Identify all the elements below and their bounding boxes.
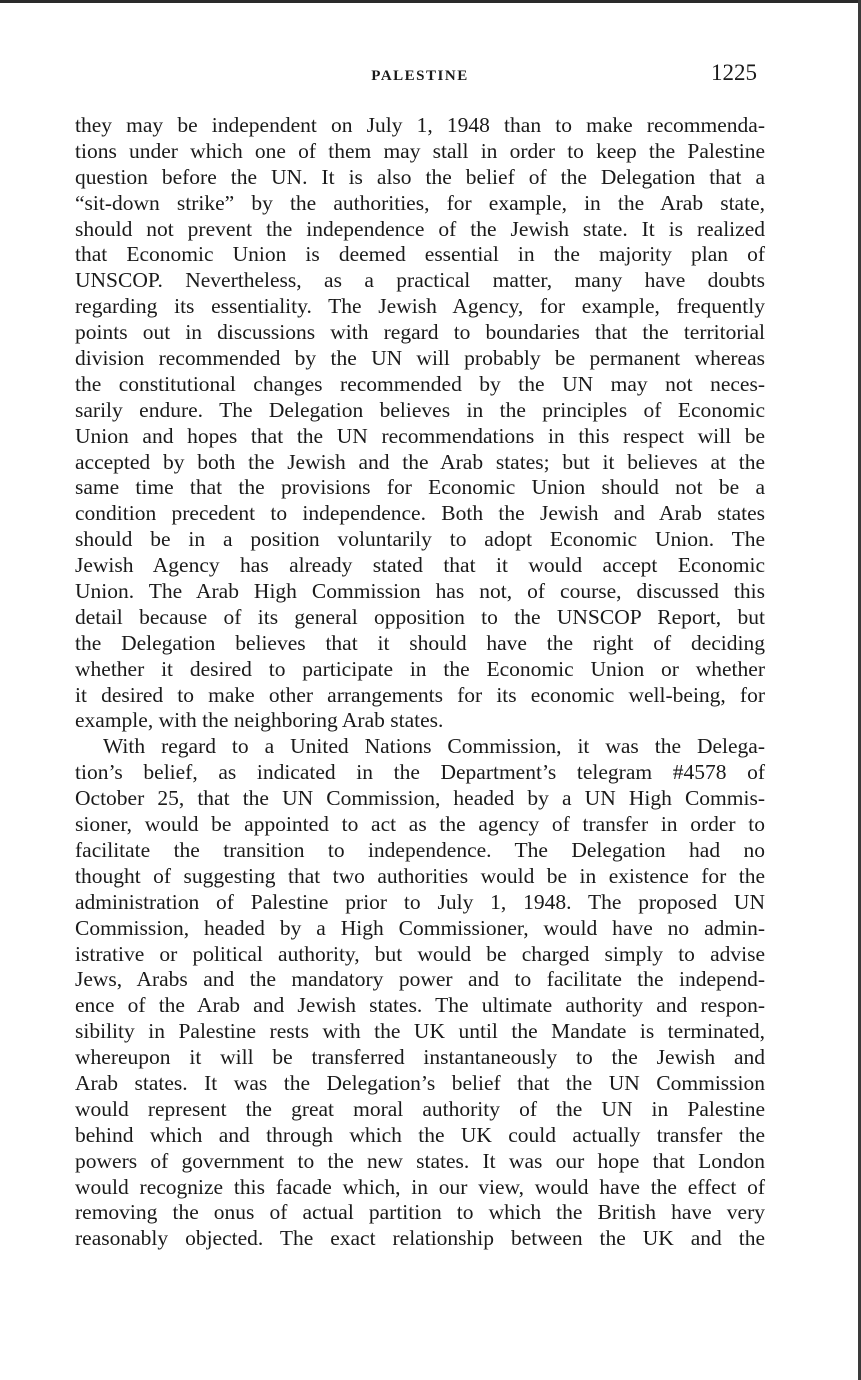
text-line: regarding its essentiality. The Jewish Agency, for example, frequently [75, 294, 765, 319]
text-line: Union. The Arab High Commission has not, of course, discussed this [75, 579, 765, 604]
text-body [75, 113, 765, 1252]
text-line: tion’s belief, as indicated in the Department’s telegram #4578 of [75, 760, 765, 785]
text-line: question before the UN. It is also the belief of the Delegation that a [75, 164, 765, 189]
text-line: powers of government to the new states. It was our hope that London [75, 1148, 765, 1173]
text-line: they may be independent on July 1, 1948 than to make recommenda- [75, 113, 765, 137]
text-line: division recommended by the UN will probably be permanent whereas [75, 346, 765, 371]
text-line: behind which and through which the UK could actually transfer the [75, 1122, 765, 1147]
text-line: With regard to a United Nations Commission, it was the Delega- [103, 734, 765, 759]
text-line: reasonably objected. The exact relationship between the UK and the [75, 1226, 765, 1251]
text-line: it desired to make other arrangements for its economic well-being, for [75, 682, 765, 707]
text-line: same time that the provisions for Economic Union should not be a [75, 475, 765, 500]
text-line: sioner, would be appointed to act as the agency of transfer in order to [75, 812, 765, 837]
text-line: UNSCOP. Nevertheless, as a practical matter, many have doubts [75, 268, 765, 293]
text-line: Union and hopes that the UN recommendations in this respect will be [75, 423, 765, 448]
text-line: sarily endure. The Delegation believes in the principles of Economic [75, 397, 765, 422]
text-line: Jews, Arabs and the mandatory power and to facilitate the independ- [75, 967, 765, 992]
text-line: would recognize this facade which, in our view, would have the effect of [75, 1174, 765, 1199]
text-line: should not prevent the independence of the Jewish state. It is realized [75, 216, 765, 241]
text-line: facilitate the transition to independence. The Delegation had no [75, 837, 765, 862]
text-line: ence of the Arab and Jewish states. The ultimate authority and respon- [75, 993, 765, 1018]
running-title: PALESTINE [371, 68, 469, 84]
text-line: example, with the neighboring Arab states. [75, 708, 444, 733]
paragraph-2 [75, 734, 765, 1252]
text-line: administration of Palestine prior to July 1, 1948. The proposed UN [75, 889, 765, 914]
text-line: removing the onus of actual partition to which the British have very [75, 1200, 765, 1225]
text-line: the constitutional changes recommended by the UN may not neces- [75, 371, 765, 396]
text-line: tions under which one of them may stall in order to keep the Palestine [75, 138, 765, 163]
page-number: 1225 [711, 60, 757, 85]
text-line: sibility in Palestine rests with the UK until the Mandate is terminated, [75, 1019, 765, 1044]
text-line: accepted by both the Jewish and the Arab states; but it believes at the [75, 449, 765, 474]
running-head [75, 60, 765, 90]
text-line: Commission, headed by a High Commissioner, would have no admin- [75, 915, 765, 940]
text-line: whether it desired to participate in the Economic Union or whether [75, 656, 765, 681]
text-line: thought of suggesting that two authorities would be in existence for the [75, 863, 765, 888]
text-line: October 25, that the UN Commission, headed by a UN High Commis- [75, 786, 765, 811]
text-line: would represent the great moral authority of the UN in Palestine [75, 1096, 765, 1121]
paragraph-1 [75, 113, 765, 734]
text-line: “sit-down strike” by the authorities, for example, in the Arab state, [75, 190, 765, 215]
text-line: whereupon it will be transferred instantaneously to the Jewish and [75, 1045, 765, 1070]
text-line: points out in discussions with regard to boundaries that the territorial [75, 320, 765, 345]
text-line: the Delegation believes that it should have the right of deciding [75, 630, 765, 655]
top-page-edge [0, 0, 861, 3]
text-line: Arab states. It was the Delegation’s belief that the UN Commission [75, 1070, 765, 1095]
text-line: that Economic Union is deemed essential in the majority plan of [75, 242, 765, 267]
text-line: should be in a position voluntarily to adopt Economic Union. The [75, 527, 765, 552]
text-line: condition precedent to independence. Both the Jewish and Arab states [75, 501, 765, 526]
text-line: istrative or political authority, but would be charged simply to advise [75, 941, 765, 966]
text-line: detail because of its general opposition to the UNSCOP Report, but [75, 604, 765, 629]
text-line: Jewish Agency has already stated that it would accept Economic [75, 553, 765, 578]
